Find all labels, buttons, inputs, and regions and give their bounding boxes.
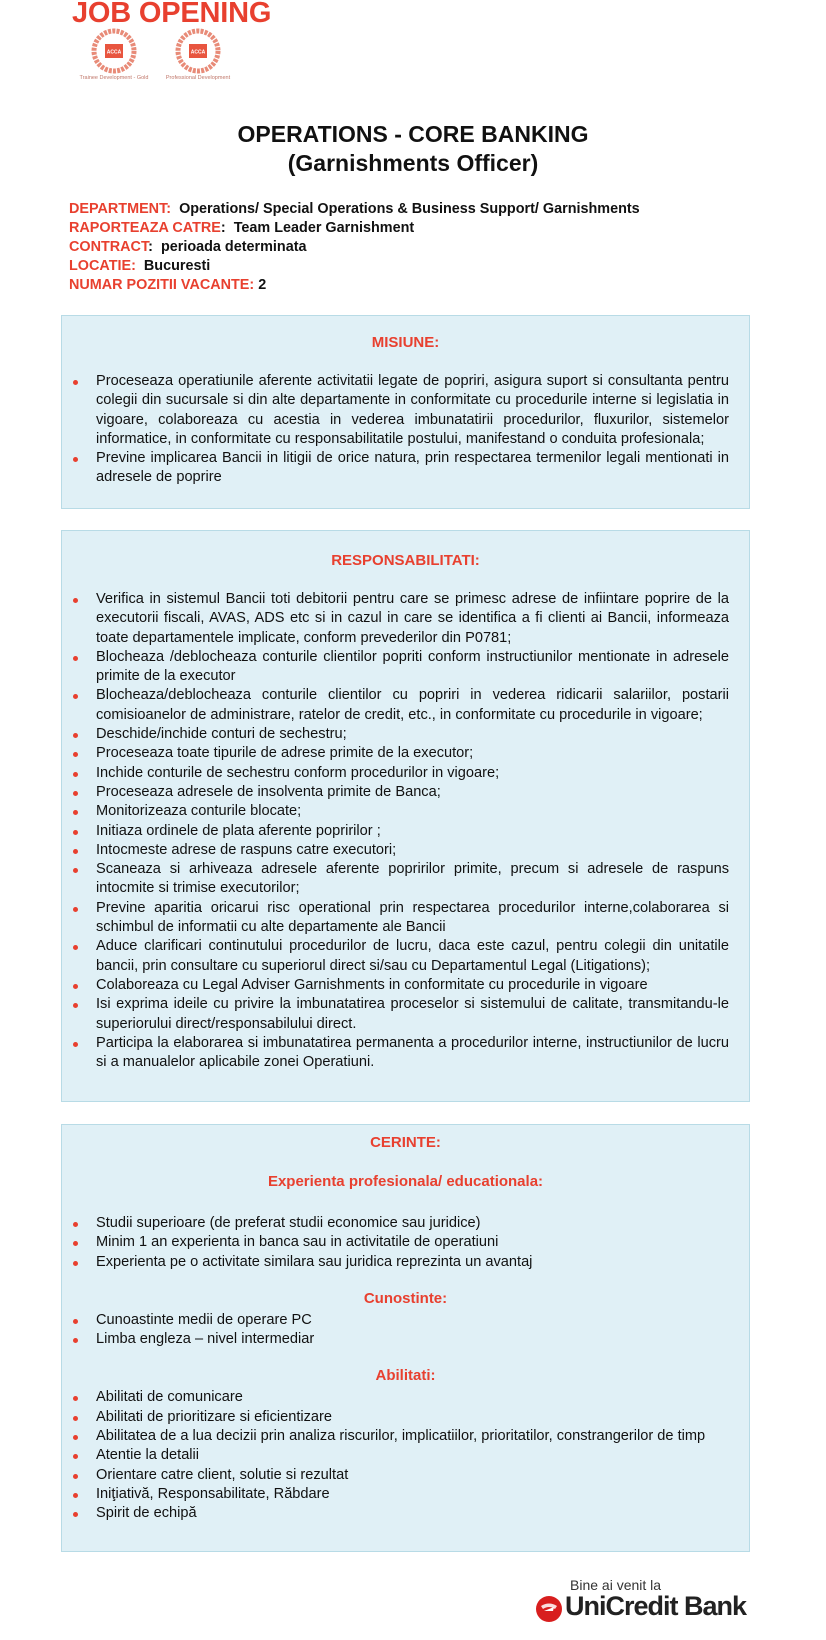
list-item [70, 1504, 729, 1523]
section-heading: MISIUNE: [371, 334, 440, 351]
list-item [70, 1408, 729, 1427]
bullet-icon [73, 791, 78, 796]
list-item-text: Abilitati de comunicare [96, 1389, 243, 1406]
info-separator: : [148, 239, 153, 255]
responsibilities-list [62, 590, 749, 1072]
list-item [70, 783, 729, 802]
bullet-icon [73, 868, 78, 873]
list-item-text: Scaneaza si arhiveaza adresele aferente popririlor primite, precum si adresele de raspuns intocmite si trimise executorilor; [96, 861, 729, 897]
list-item-text: Previne implicarea Bancii in litigii de orice natura, prin respectarea termenilor legali mentionati in adresele de poprire [96, 450, 729, 486]
list-item [70, 1311, 729, 1330]
list-item-text: Minim 1 an experienta in banca sau in activitatile de operatiuni [96, 1234, 499, 1251]
list-item-text: Abilitatea de a lua decizii prin analiza riscurilor, implicatiilor, prioritatilor, constrangerilor de timp [96, 1428, 706, 1445]
bullet-icon [73, 810, 78, 815]
list-item [70, 372, 729, 449]
info-value: 2 [258, 277, 267, 293]
bullet-icon [73, 1241, 78, 1246]
list-item-text: Colaboreaza cu Legal Adviser Garnishments in conformitate cu procedurile in vigoare [96, 976, 648, 993]
list-item [70, 1485, 729, 1504]
list-item [70, 744, 729, 763]
info-value: perioada determinata [160, 239, 307, 255]
bullet-icon [73, 1338, 78, 1343]
list-item-text: Proceseaza operatiunile aferente activitatii legate de popriri, asigura suport si consultanta pentru colegii din sucursale si din alte departamente in conformitate cu procedurile interne si legislatia in vigoare, colaboreaza cu acestia in vederea imbunatatirii procedurilor, fluxurilor, sistemelor informatice, in conformitate cu responsabilitatile postului, manifestand o conduita profesionala; [96, 373, 729, 447]
bullet-icon [73, 1416, 78, 1421]
bullet-icon [73, 1474, 78, 1479]
requirements-section [61, 1124, 750, 1552]
bullet-icon [73, 945, 78, 950]
bullet-icon [73, 1435, 78, 1440]
list-item [70, 449, 729, 488]
bullet-icon [73, 1454, 78, 1459]
bullet-icon [73, 1042, 78, 1047]
bullet-icon [73, 598, 78, 603]
mission-list [62, 372, 749, 488]
list-item-text: Spirit de echipă [96, 1505, 197, 1522]
list-item [70, 995, 729, 1034]
bullet-icon [73, 457, 78, 462]
job-opening-heading: JOB OPENING [72, 0, 272, 29]
bullet-icon [73, 772, 78, 777]
skills-list [62, 1388, 749, 1523]
list-item [70, 725, 729, 744]
info-label: LOCATIE: [69, 258, 136, 274]
section-heading: CERINTE: [370, 1134, 441, 1151]
list-item-text: Intocmeste adrese de raspuns catre executori; [96, 841, 397, 858]
page-title [0, 120, 826, 178]
info-vacancies [69, 276, 640, 295]
bullet-icon [73, 1396, 78, 1401]
info-label: RAPORTEAZA CATRE [69, 220, 221, 236]
list-item-text: Verifica in sistemul Bancii toti debitorii pentru care se primesc adrese de infiintare poprire de la executorii fiscali, AVAS, ADS etc si in cazul in care se identifica a fi clienti ai Bancii, informeaza toate departamentele implicate, conform prevederilor din P0781; [96, 591, 729, 646]
list-item-text: Deschide/inchide conturi de sechestru; [96, 726, 347, 743]
subsection-heading-skills: Abilitati: [375, 1367, 436, 1385]
list-item-text: Proceseaza toate tipurile de adrese primite de la executor; [96, 745, 474, 762]
list-item [70, 822, 729, 841]
list-item-text: Previne aparitia oricarui risc operational prin respectarea procedurilor interne,colaborarea si schimbul de informatii cu alte departamente ale Bancii [96, 899, 729, 936]
list-item [70, 841, 729, 860]
section-heading: RESPONSABILITATI: [331, 552, 480, 569]
list-item [70, 686, 729, 725]
list-item [70, 648, 729, 687]
info-label: NUMAR POZITII VACANTE: [69, 277, 255, 293]
bullet-icon [73, 656, 78, 661]
title-line-2: (Garnishments Officer) [287, 150, 539, 176]
list-item-text: Orientare catre client, solutie si rezultat [96, 1466, 349, 1483]
list-item [70, 899, 729, 938]
list-item-text: Aduce clarificari continutului procedurilor de lucru, daca este cazul, pentru colegii din unitatile bancii, prin consultare cu superiorul direct si/sau cu Departamentul Legal (Litigations); [96, 938, 729, 974]
list-item [70, 860, 729, 899]
acca-badge-trainee [76, 28, 152, 81]
badge-caption: Trainee Development - Gold [79, 75, 149, 81]
info-contract [69, 238, 640, 257]
bullet-icon [73, 694, 78, 699]
list-item [70, 1253, 729, 1272]
info-label: CONTRACT [69, 239, 149, 255]
subsection-heading-knowledge: Cunostinte: [363, 1289, 448, 1307]
info-label: DEPARTMENT: [69, 201, 172, 217]
info-location [69, 257, 640, 276]
list-item-text: Experienta pe o activitate similara sau juridica reprezinta un avantaj [96, 1253, 533, 1270]
list-item [70, 590, 729, 648]
bullet-icon [73, 1319, 78, 1324]
bullet-icon [73, 849, 78, 854]
svg-text:ACCA: ACCA [190, 49, 206, 56]
responsibilities-section [61, 530, 750, 1102]
job-info [69, 200, 640, 295]
title-line-1: OPERATIONS - CORE BANKING [237, 121, 589, 147]
bullet-icon [73, 733, 78, 738]
list-item-text: Studii superioare (de preferat studii economice sau juridice) [96, 1215, 481, 1231]
list-item [70, 1233, 729, 1252]
list-item-text: Iniţiativă, Responsabilitate, Răbdare [96, 1485, 330, 1502]
list-item [70, 937, 729, 976]
unicredit-ball-icon [535, 1595, 563, 1623]
list-item-text: Cunoastinte medii de operare PC [96, 1311, 312, 1328]
bullet-icon [73, 380, 78, 385]
bullet-icon [73, 1261, 78, 1266]
list-item [70, 802, 729, 821]
logo-brand: UniCredit Bank [565, 1591, 747, 1621]
acca-badges [76, 28, 236, 81]
badge-caption: Professional Development [165, 75, 231, 81]
info-value: Bucuresti [143, 258, 211, 274]
list-item [70, 1466, 729, 1485]
list-item [70, 1427, 729, 1446]
list-item-text: Atentie la detalii [96, 1447, 200, 1464]
acca-approved-employer-icon [175, 28, 221, 74]
info-reports-to [69, 219, 640, 238]
bullet-icon [73, 907, 78, 912]
acca-approved-employer-icon [91, 28, 137, 74]
list-item-text: Blocheaza/deblocheaza conturile clientilor cu popriri in vederea ridicarii salariilor, postarii comisioanelor de administrare, ratelor de credit, etc., in conformitate cu procedurile in vigoare; [96, 687, 729, 723]
bullet-icon [73, 1493, 78, 1498]
bullet-icon [73, 1222, 78, 1227]
list-item [70, 976, 729, 995]
knowledge-list [62, 1311, 749, 1350]
info-value: Operations/ Special Operations & Business Support/ Garnishments [179, 201, 640, 217]
bullet-icon [73, 1003, 78, 1008]
mission-section [61, 315, 750, 509]
bullet-icon [73, 984, 78, 989]
svg-text:ACCA: ACCA [106, 49, 122, 56]
list-item [70, 1330, 729, 1349]
list-item-text: Participa la elaborarea si imbunatatirea permanenta a procedurilor interne, instructiunilor de lucru si a manualelor aplicabile zonei Operatiuni. [96, 1034, 729, 1071]
list-item-text: Initiaza ordinele de plata aferente popririlor ; [96, 822, 381, 839]
list-item [70, 1034, 729, 1073]
list-item-text: Limba engleza – nivel intermediar [96, 1331, 315, 1348]
experience-list [62, 1214, 749, 1272]
list-item [70, 1214, 729, 1233]
list-item-text: Isi exprima ideile cu privire la imbunatatirea proceselor si sistemului de calitate, transmitandu-le superiorului direct/responsabilului direct. [96, 996, 729, 1032]
unicredit-logo [535, 1577, 747, 1627]
list-item [70, 1446, 729, 1465]
list-item-text: Abilitati de prioritizare si eficientizare [96, 1408, 333, 1425]
list-item [70, 1388, 729, 1407]
list-item [70, 764, 729, 783]
acca-badge-professional [160, 28, 236, 81]
bullet-icon [73, 830, 78, 835]
logo-tagline: Bine ai venit la [570, 1577, 662, 1593]
list-item-text: Blocheaza /deblocheaza conturile clientilor popriti conform instructiunilor mentionate in adresele primite de la executor [96, 648, 729, 685]
bullet-icon [73, 752, 78, 757]
list-item-text: Monitorizeaza conturile blocate; [96, 803, 302, 820]
info-department [69, 200, 640, 219]
subsection-heading-experience: Experienta profesionala/ educationala: [267, 1173, 544, 1190]
info-value: Team Leader Garnishment [233, 220, 415, 236]
info-separator: : [220, 220, 226, 236]
list-item-text: Inchide conturile de sechestru conform procedurilor in vigoare; [96, 764, 500, 781]
bullet-icon [73, 1512, 78, 1517]
list-item-text: Proceseaza adresele de insolventa primite de Banca; [96, 783, 441, 800]
